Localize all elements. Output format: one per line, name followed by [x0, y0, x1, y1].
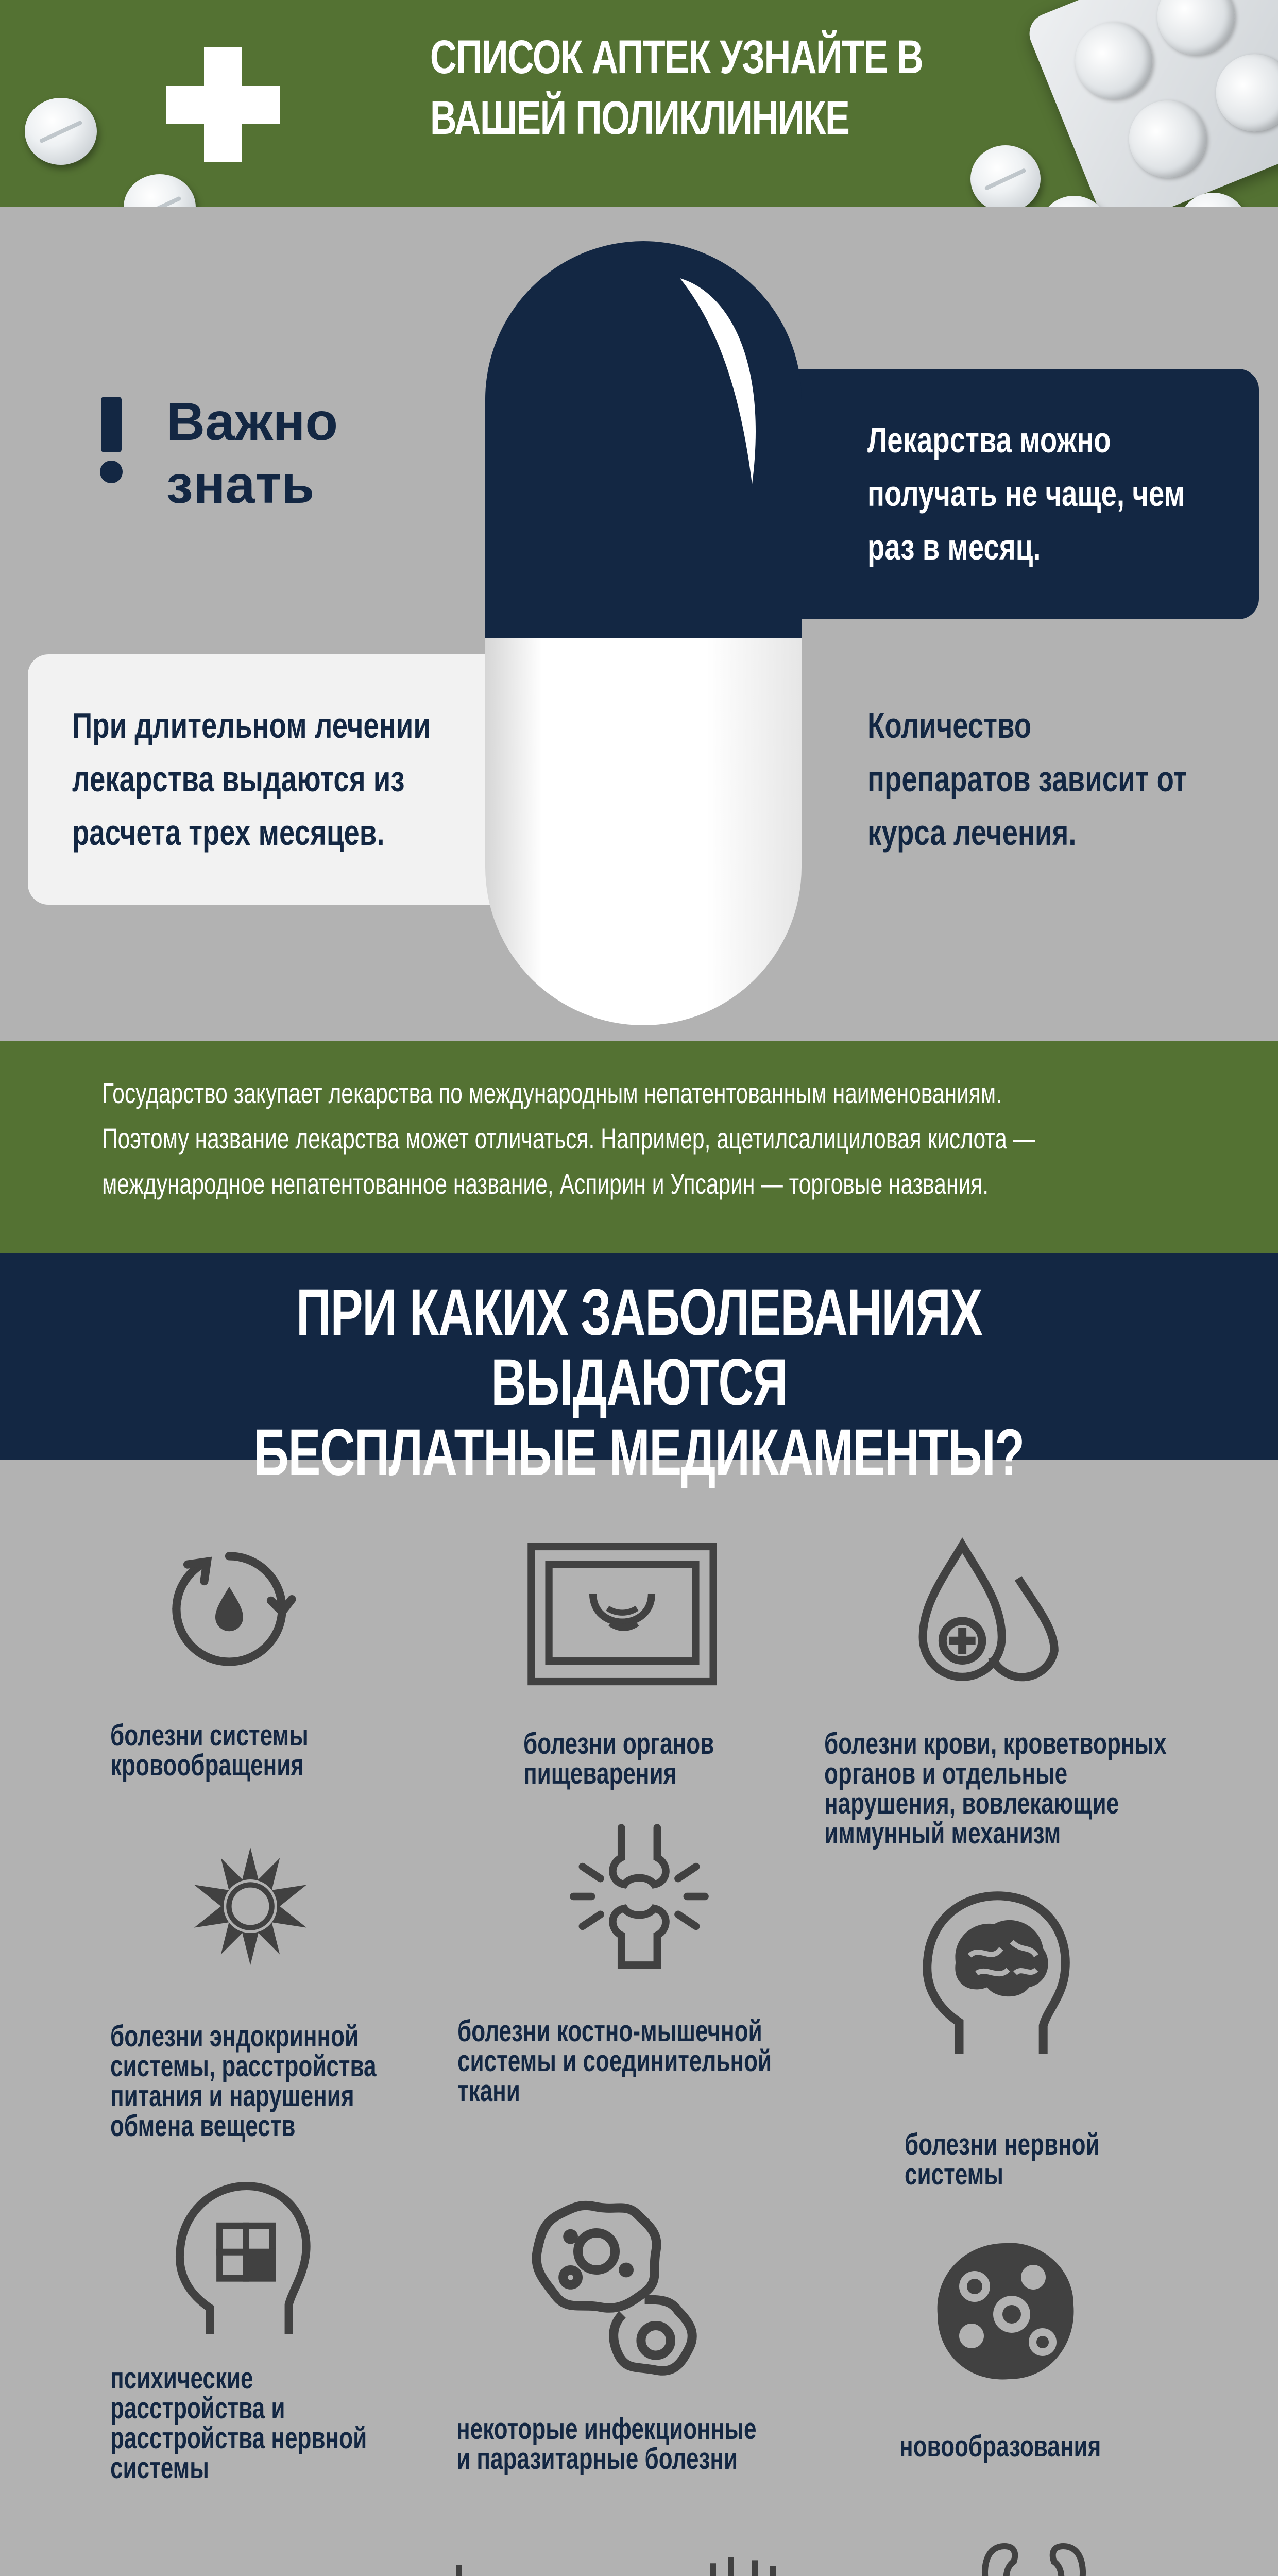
virus-cells-icon — [522, 2196, 708, 2381]
header-title: СПИСОК АПТЕК УЗНАЙТЕ В ВАШЕЙ ПОЛИКЛИНИКЕ — [430, 31, 923, 144]
medical-cross-icon — [166, 47, 280, 162]
pill-image — [124, 174, 196, 207]
fact-box-frequency — [773, 369, 1259, 619]
blood-drops-plus-icon — [910, 1535, 1064, 1700]
brain-head-icon — [907, 1886, 1082, 2061]
fact-quantity-text: Количество препаратов зависит от курса лечения. — [867, 705, 1187, 853]
capsule-highlight — [675, 273, 778, 489]
note-text: Государство закупает лекарства по международным непатентованным наименованиям. Поэтому название лекарства может отличаться. Например, ацетилсалициловая кислота — международное непатентованное название, Аспирин и Упсарин — торговые названия. — [102, 1077, 1035, 1200]
disease-label-digestive: болезни органов пищеварения — [523, 1727, 714, 1790]
disease-label-circulatory: болезни системы кровообращения — [110, 1719, 309, 1782]
blister-pack-image — [1024, 0, 1278, 207]
fact-frequency-text: Лекарства можно получать не чаще, чем раз в месяц. — [867, 420, 1185, 567]
disease-label-mental: психические расстройства и расстройства нервной системы — [110, 2362, 367, 2485]
important-title: Важно знать — [166, 392, 338, 515]
exclamation-icon — [98, 397, 125, 484]
fact-box-long-treatment — [28, 654, 517, 905]
section-heading: ПРИ КАКИХ ЗАБОЛЕВАНИЯХ ВЫДАЮТСЯ БЕСПЛАТНЫЕ МЕДИКАМЕНТЫ? — [253, 1276, 1025, 1489]
disease-label-blood: болезни крови, кроветворных органов и отдельные нарушения, вовлекающие иммунный механизм — [824, 1727, 1167, 1850]
pill-image — [25, 98, 97, 165]
disease-label-musculoskeletal: болезни костно-мышечной системы и соединительной ткани — [457, 2014, 772, 2108]
joint-bone-icon — [565, 1822, 714, 1971]
capsule-bottom-half — [485, 638, 802, 1025]
spiky-cell-icon — [183, 1839, 317, 1973]
tumor-icon — [928, 2234, 1083, 2388]
pill-image — [970, 145, 1041, 207]
header-banner — [0, 0, 1278, 207]
blood-drop-cycle-icon — [160, 1539, 299, 1679]
stomach-monitor-icon — [525, 1540, 719, 1688]
disease-label-nervous: болезни нервной системы — [905, 2128, 1100, 2191]
lungs-icon — [389, 2558, 529, 2576]
fact-long-treatment-text: При длительном лечении лекарства выдаются из расчета трех месяцев. — [72, 705, 431, 853]
heart-organ-icon — [680, 2551, 812, 2576]
disease-label-neoplasms: новообразования — [899, 2430, 1101, 2463]
kidneys-icon — [980, 2537, 1088, 2576]
disease-label-endocrine: болезни эндокринной системы, расстройства питания и нарушения обмена веществ — [110, 2020, 377, 2143]
puzzle-head-icon — [164, 2176, 318, 2341]
disease-label-infectious: некоторые инфекционные и паразитарные болезни — [456, 2412, 757, 2476]
hand-heart-icon — [164, 2569, 287, 2576]
